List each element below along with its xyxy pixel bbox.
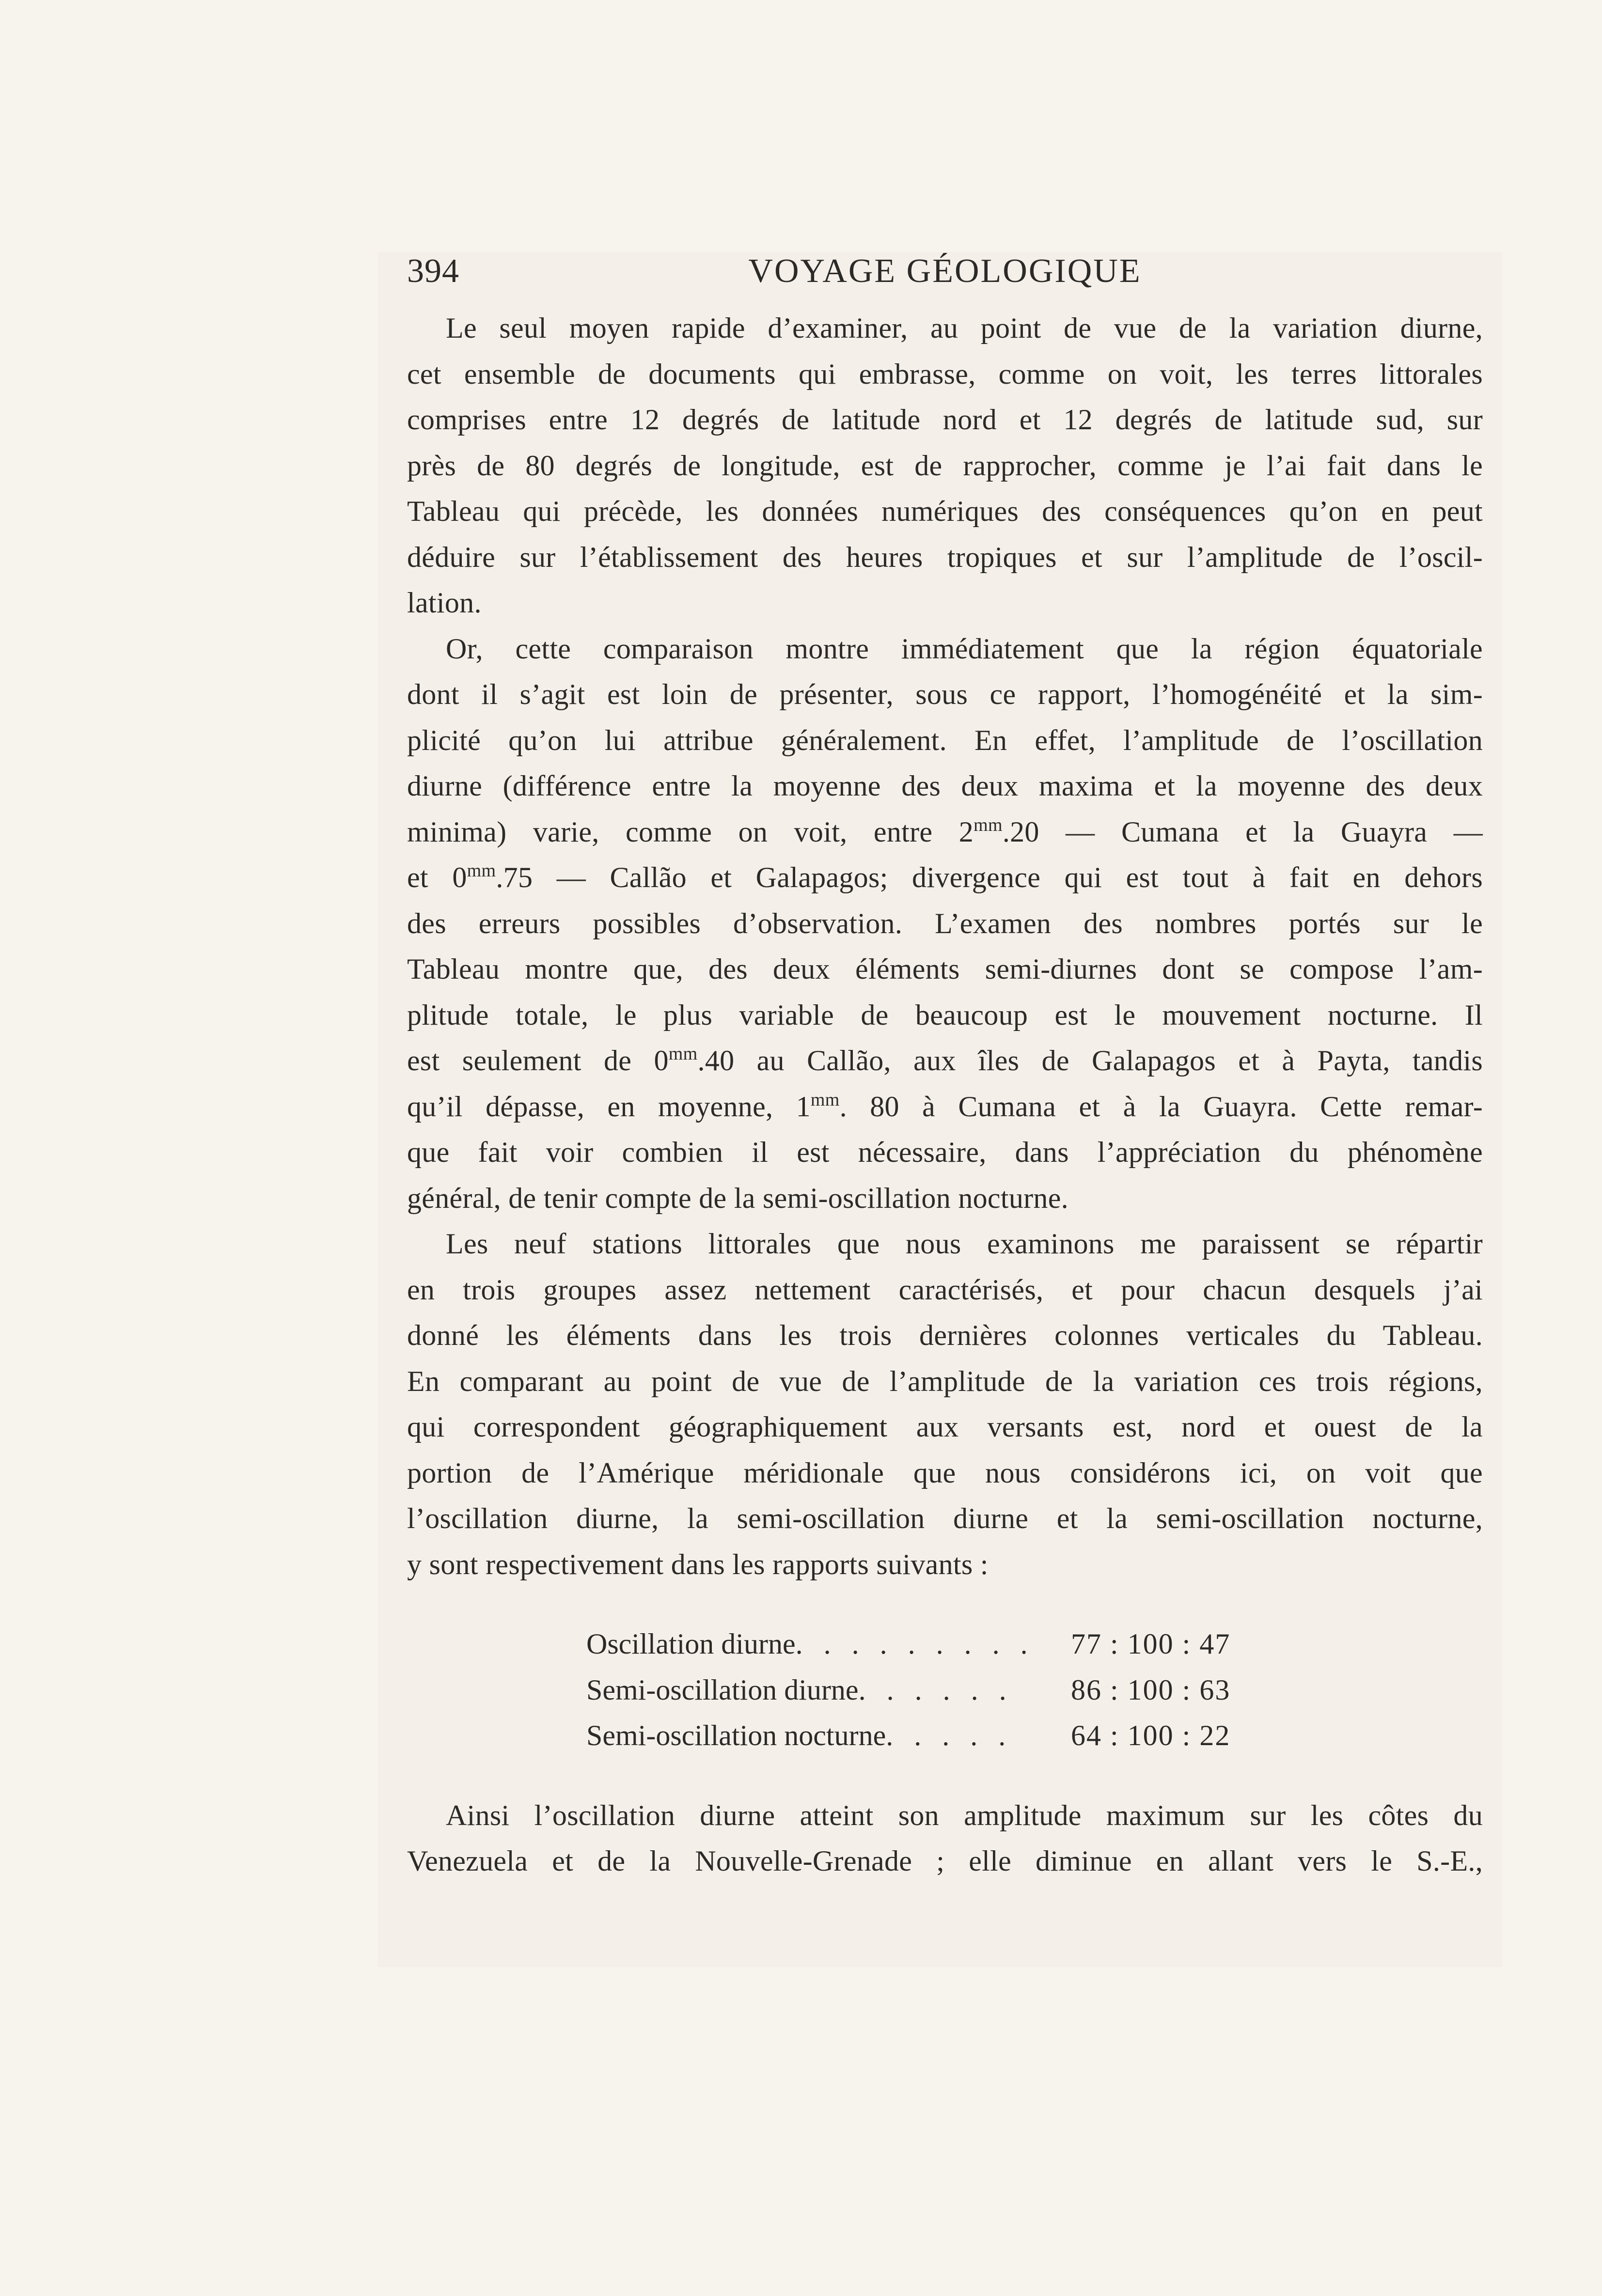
text-line: Tableau montre que, des deux éléments semi-diurnes dont se compose l’am- [407,953,1483,985]
text-line: déduire sur l’établissement des heures tropiques et sur l’amplitude de l’oscil- [407,541,1483,573]
text-line: que fait voir combien il est nécessaire, dans l’appréciation du phénomène [407,1136,1483,1168]
ratio-label: Semi-oscillation diurne [586,1673,859,1706]
text-line [407,1038,1483,1084]
paragraph-3 [407,1221,1483,1587]
text-fragment: .20 — Cumana et la Guayra — [1002,815,1483,848]
ratio-row [586,1713,1483,1759]
ratio-values: 86 : 100 : 63 [1071,1673,1231,1706]
text-line: Tableau qui précède, les données numériques des conséquences qu’on en peut [407,495,1483,527]
text-line: Venezuela et de la Nouvelle-Grenade ; elle diminue en allant vers le S.-E., [407,1845,1483,1877]
dot-leader: . . . . . [886,1719,1013,1751]
ratio-label: Semi-oscillation nocturne [586,1719,886,1751]
paragraph-1 [407,305,1483,626]
text-line: l’oscillation diurne, la semi-oscillation diurne et la semi-oscillation nocturne, [407,1502,1483,1534]
text-fragment: . 80 à Cumana et à la Guayra. Cette remar- [839,1090,1483,1123]
text-line: Le seul moyen rapide d’examiner, au point de vue de la variation diurne, [446,312,1483,344]
text-fragment: et 0 [407,861,467,893]
ratio-row [586,1621,1483,1667]
paragraph-4 [407,1793,1483,1884]
ratio-table [586,1621,1483,1759]
text-line: plicité qu’on lui attribue généralement. En effet, l’amplitude de l’oscillation [407,724,1483,756]
text-line: près de 80 degrés de longitude, est de rapprocher, comme je l’ai fait dans le [407,449,1483,482]
text-line: En comparant au point de vue de l’amplitude de la variation ces trois régions, [407,1365,1483,1397]
running-title: VOYAGE GÉOLOGIQUE [748,252,1142,290]
ratio-label-cell [586,1713,1071,1759]
unit-superscript: mm [810,1089,840,1110]
text-line: cet ensemble de documents qui embrasse, comme on voit, les terres littorales [407,358,1483,390]
text-line: diurne (différence entre la moyenne des deux maxima et la moyenne des deux [407,770,1483,802]
text-line: Ainsi l’oscillation diurne atteint son amplitude maximum sur les côtes du [446,1799,1483,1831]
paragraph-2 [407,626,1483,1221]
text-line [407,809,1483,855]
ratio-values: 64 : 100 : 22 [1071,1719,1231,1751]
text-fragment: qu’il dépasse, en moyenne, 1 [407,1090,811,1123]
text-line: comprises entre 12 degrés de latitude nord et 12 degrés de latitude sud, sur [407,404,1483,436]
ratio-label-cell [586,1621,1071,1667]
unit-superscript: mm [974,814,1003,835]
text-line: dont il s’agit est loin de présenter, sous ce rapport, l’homogénéité et la sim- [407,678,1483,710]
text-fragment: .40 au Callão, aux îles de Galapagos et à Payta, tandis [697,1045,1483,1077]
text-line: portion de l’Amérique méridionale que nous considérons ici, on voit que [407,1456,1483,1489]
ratio-values: 77 : 100 : 47 [1071,1628,1231,1660]
dot-leader: . . . . . . [858,1673,1013,1706]
unit-superscript: mm [467,860,496,881]
page-number: 394 [407,252,459,290]
text-fragment: minima) varie, comme on voit, entre 2 [407,815,974,848]
text-line [407,855,1483,901]
text-line: plitude totale, le plus variable de beaucoup est le mouvement nocturne. Il [407,999,1483,1031]
text-line: Les neuf stations littorales que nous examinons me paraissent se répartir [446,1228,1483,1260]
text-line: donné les éléments dans les trois dernières colonnes verticales du Tableau. [407,1319,1483,1351]
dot-leader: . . . . . . . . . [795,1628,1035,1660]
text-line: y sont respectivement dans les rapports suivants : [407,1548,989,1580]
text-line: Or, cette comparaison montre immédiatement que la région équatoriale [446,632,1483,665]
text-line [407,1084,1483,1130]
ratio-label-cell [586,1667,1071,1713]
ratio-row [586,1667,1483,1713]
text-column [407,252,1483,1884]
text-line: lation. [407,587,482,619]
text-fragment: .75 — Callão et Galapagos; divergence qui est tout à fait en dehors [496,861,1483,893]
text-line: général, de tenir compte de la semi-oscillation nocturne. [407,1182,1068,1214]
unit-superscript: mm [668,1044,698,1064]
text-fragment: est seulement de 0 [407,1045,669,1077]
text-line: des erreurs possibles d’observation. L’examen des nombres portés sur le [407,907,1483,939]
text-line: qui correspondent géographiquement aux versants est, nord et ouest de la [407,1411,1483,1443]
ratio-label: Oscillation diurne [586,1628,796,1660]
running-head [407,252,1483,305]
text-line: en trois groupes assez nettement caractérisés, et pour chacun desquels j’ai [407,1273,1483,1306]
